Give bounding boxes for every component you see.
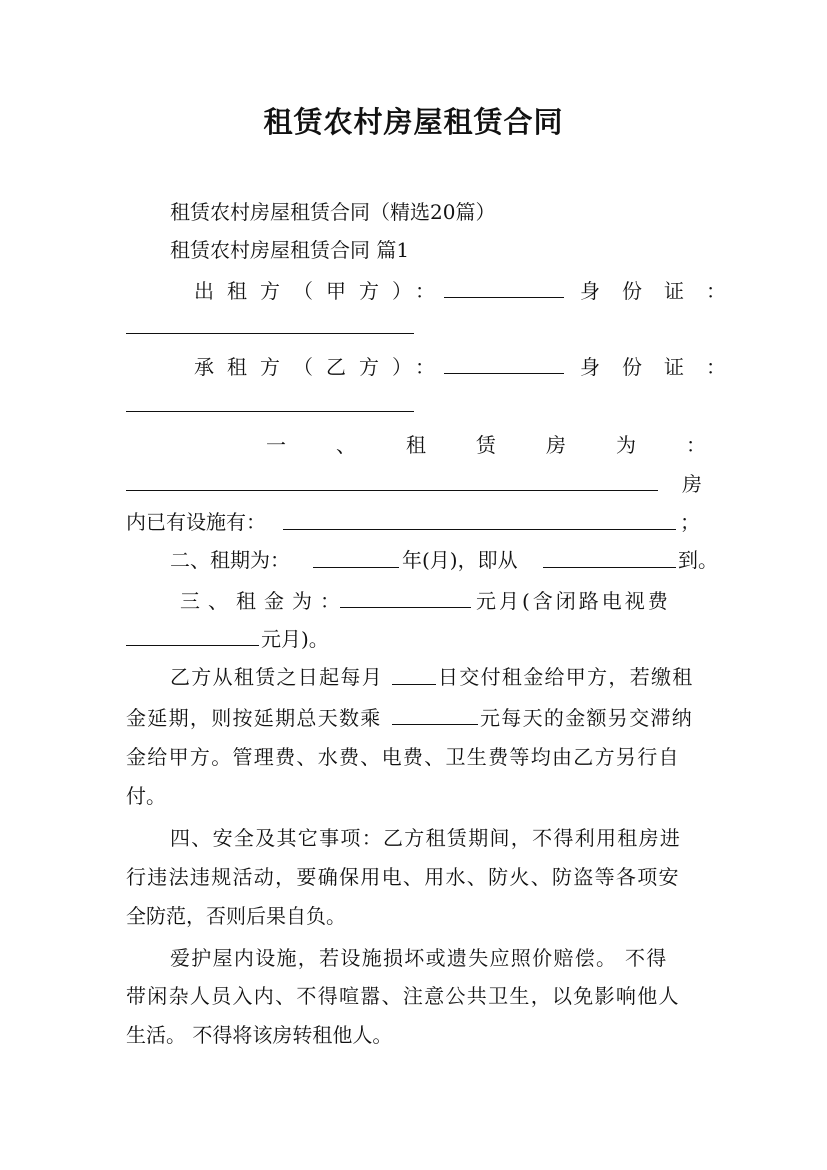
- clause3-end: 元月)。: [261, 627, 329, 651]
- para1-line1-a: 乙方从租赁之日起每月: [170, 665, 383, 689]
- party-a-row: [194, 278, 586, 304]
- subtitle: 租赁农村房屋租赁合同（精选20篇）: [170, 200, 496, 224]
- party-b-name-blank: [444, 373, 564, 374]
- document-title: 租赁农村房屋租赁合同: [263, 105, 564, 139]
- clause1-blank: [126, 490, 658, 491]
- party-a-id-label: 身份证：: [580, 279, 748, 303]
- facilities-label: 内已有设施有：: [126, 510, 266, 534]
- clause2-end: 到。: [678, 548, 718, 572]
- para1-fee-blank: [392, 724, 478, 725]
- para1-line2-a: 金延期，则按延期总天数乘: [126, 706, 382, 730]
- para1-line3: 金给甲方。管理费、水费、电费、卫生费等均由乙方另行自: [126, 745, 680, 769]
- party-a-label: 出租方（甲方）：: [194, 279, 448, 303]
- party-b-id-label: 身份证：: [580, 355, 748, 379]
- party-a-name-blank: [444, 297, 564, 298]
- clause3-prefix: 三、租金为：: [180, 589, 348, 613]
- para3-line3: 生活。 不得将该房转租他人。: [126, 1023, 393, 1047]
- para1-line2-b: 元每天的金额另交滞纳: [480, 706, 693, 730]
- para1-line4: 付。: [126, 784, 166, 808]
- para2-line3: 全防范，否则后果自负。: [126, 904, 346, 928]
- clause1-label: 一、租赁房为：: [266, 433, 756, 457]
- section-heading: 租赁农村房屋租赁合同 篇1: [170, 238, 410, 262]
- clause2-prefix: 二、租期为：: [170, 548, 290, 572]
- clause2-start-blank: [543, 567, 676, 568]
- para2-line2: 行违法违规活动，要确保用电、用水、防火、防盗等各项安: [126, 865, 680, 889]
- clause1-tail: 房: [682, 472, 702, 496]
- para1-day-blank: [392, 684, 436, 685]
- facilities-blank: [283, 529, 676, 530]
- clause2-duration-blank: [313, 567, 399, 568]
- party-b-id-blank: [126, 411, 414, 412]
- party-a-id-blank: [126, 333, 414, 334]
- para2-line1: 四、安全及其它事项：乙方租赁期间，不得利用租房进: [170, 826, 682, 850]
- clause3-tv-blank: [126, 645, 259, 646]
- clause3-mid: 元月(含闭路电视费: [476, 589, 671, 613]
- clause2-mid: 年(月)，即从: [402, 548, 518, 572]
- para3-line2: 带闲杂人员入内、不得喧嚣、注意公共卫生，以免影响他人: [126, 984, 680, 1008]
- facilities-end: ；: [680, 510, 700, 534]
- para1-line1-b: 日交付租金给甲方，若缴租: [438, 665, 694, 689]
- clause3-rent-blank: [340, 607, 471, 608]
- para3-line1: 爱护屋内设施，若设施损坏或遗失应照价赔偿。 不得: [170, 946, 668, 970]
- party-b-label: 承租方（乙方）：: [194, 355, 448, 379]
